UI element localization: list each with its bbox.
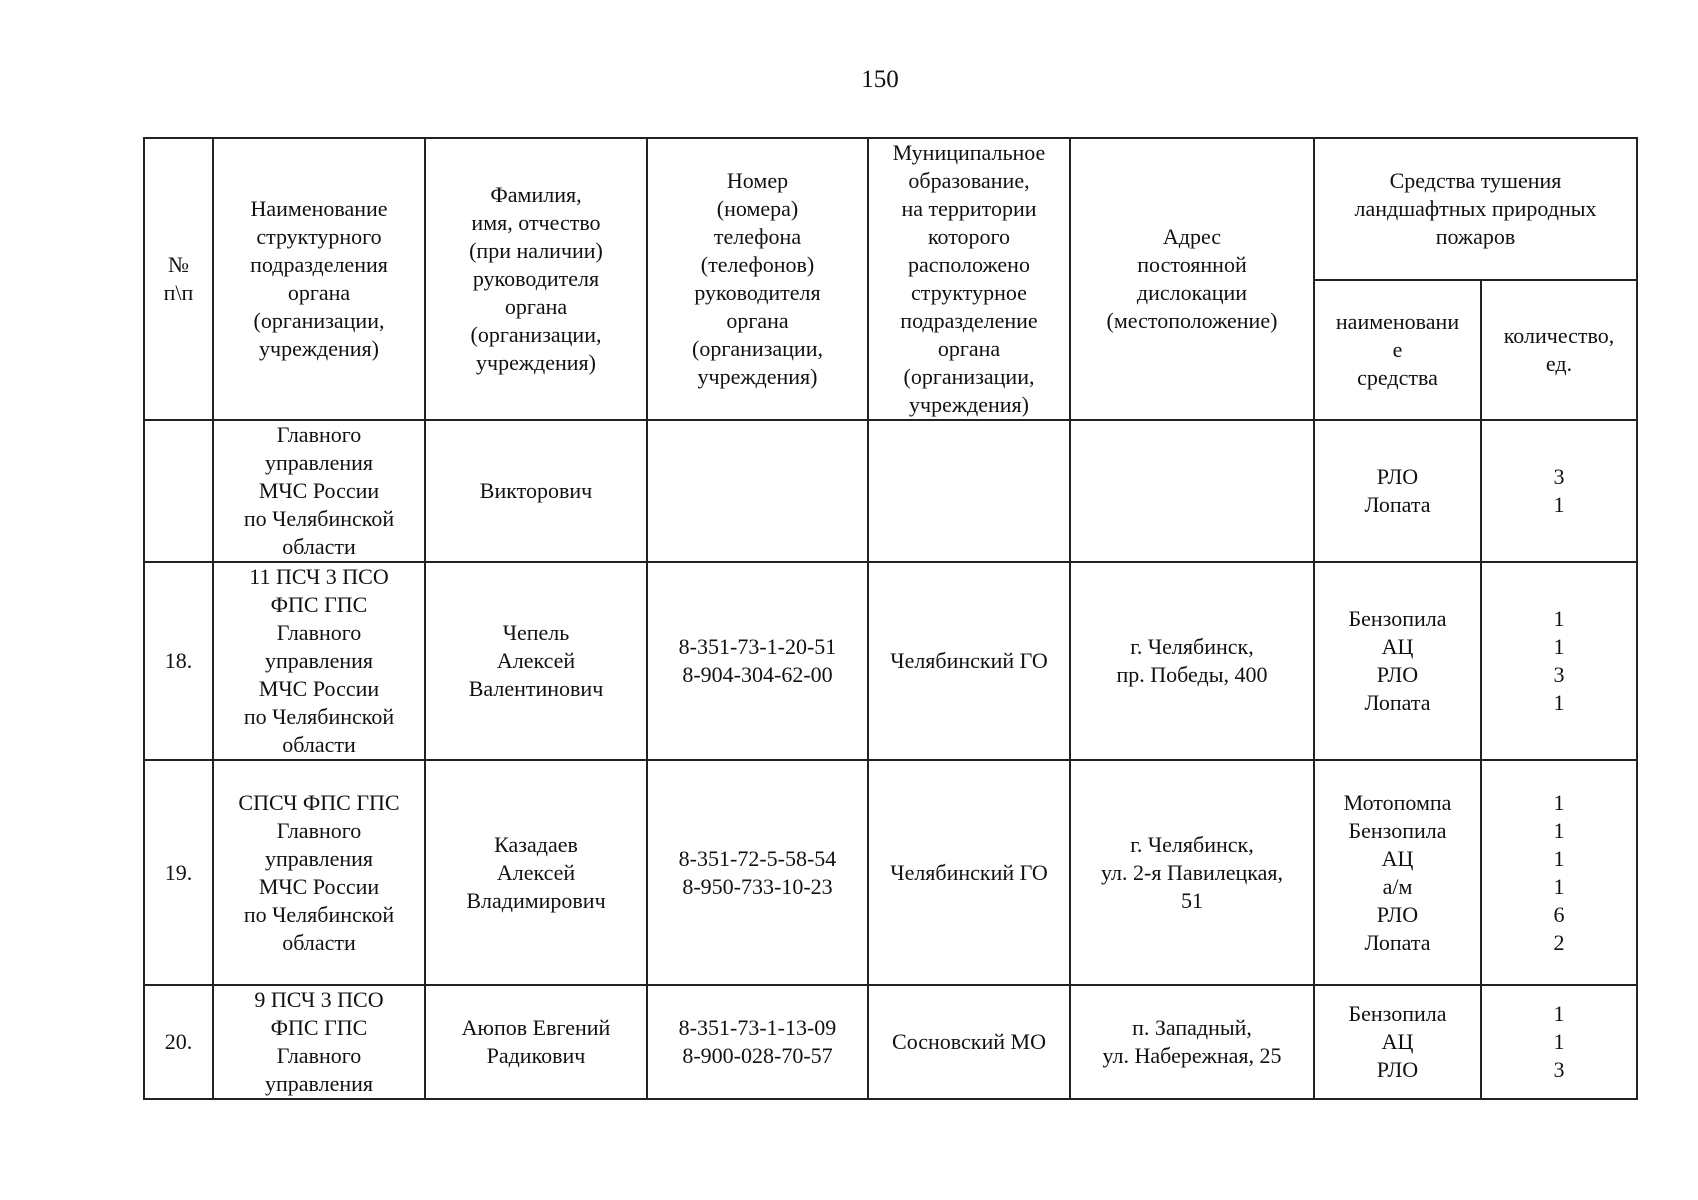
table-row	[144, 562, 1637, 760]
cell-line: Валентинович	[468, 676, 604, 701]
cell-line: подразделение	[900, 308, 1038, 333]
cell-line: (организации,	[903, 364, 1035, 389]
cell-line: 8-351-72-5-58-54	[678, 845, 837, 871]
cell-line: (номера)	[716, 196, 799, 221]
cell-line: 1	[1553, 789, 1565, 815]
row-unit	[213, 985, 425, 1099]
row-head	[425, 985, 647, 1099]
cell-line: дислокации	[1136, 280, 1248, 305]
row-unit	[213, 760, 425, 985]
cell-line: Алексей	[496, 859, 576, 885]
row-means	[1314, 985, 1481, 1099]
page-number: 150	[861, 66, 899, 93]
cell-line: ед.	[1545, 350, 1573, 376]
row-phones	[647, 420, 868, 562]
cell-line: г. Челябинск,	[1130, 634, 1254, 659]
cell-line: Наименование	[250, 196, 388, 221]
header-address	[1070, 138, 1314, 420]
header-municipality	[868, 138, 1070, 420]
cell-line: Аюпов Евгений	[461, 1015, 611, 1040]
row-head	[425, 760, 647, 985]
header-means-qty	[1481, 280, 1637, 421]
cell-line: области	[282, 732, 356, 757]
row-qty	[1481, 420, 1637, 562]
cell-line: ландшафтных природных	[1354, 195, 1597, 221]
cell-line: подразделения	[250, 252, 388, 277]
header-means-group	[1314, 138, 1637, 280]
row-head	[425, 562, 647, 760]
row-phones	[647, 562, 868, 760]
cell-line: (организации,	[253, 308, 385, 333]
row-unit	[213, 420, 425, 562]
row-municipality	[868, 985, 1070, 1099]
cell-line: 6	[1553, 901, 1565, 927]
row-qty	[1481, 562, 1637, 760]
row-qty	[1481, 985, 1637, 1099]
cell-line: (организации,	[470, 322, 602, 347]
cell-line: 19.	[164, 859, 193, 885]
row-municipality	[868, 760, 1070, 985]
row-means	[1314, 562, 1481, 760]
cell-line: управления	[264, 648, 374, 673]
cell-line: 20.	[164, 1029, 193, 1054]
row-municipality	[868, 562, 1070, 760]
table-row	[144, 420, 1637, 562]
cell-line: 11 ПСЧ 3 ПСО	[249, 564, 389, 589]
cell-line: Алексей	[496, 648, 576, 673]
cell-line: п\п	[163, 280, 194, 305]
cell-line: Чепель	[502, 620, 570, 645]
header-row-1	[144, 138, 1637, 280]
cell-line: 3	[1553, 662, 1565, 687]
cell-line: руководителя	[694, 280, 821, 305]
cell-line: №	[168, 252, 189, 277]
cell-line: Казадаев	[494, 831, 578, 857]
cell-line: 2	[1553, 929, 1565, 955]
cell-line: Бензопила	[1348, 606, 1447, 631]
cell-line: ул. 2-я Павилецкая,	[1100, 859, 1284, 885]
cell-line: Главного	[276, 1043, 362, 1068]
header-head-name	[425, 138, 647, 420]
row-municipality	[868, 420, 1070, 562]
cell-line: 8-904-304-62-00	[682, 662, 833, 687]
cell-line: 8-351-73-1-20-51	[678, 634, 837, 659]
cell-line: 8-900-028-70-57	[682, 1043, 833, 1068]
cell-line: РЛО	[1376, 662, 1419, 687]
cell-line: РЛО	[1376, 1057, 1419, 1082]
cell-line: 1	[1553, 690, 1565, 715]
row-unit	[213, 562, 425, 760]
cell-line: МЧС России	[258, 676, 380, 701]
cell-line: органа	[287, 280, 351, 305]
cell-line: управления	[264, 450, 374, 475]
cell-line: постоянной	[1137, 252, 1247, 277]
header-means-name	[1314, 280, 1481, 421]
table-row	[144, 760, 1637, 985]
cell-line: области	[282, 534, 356, 559]
header-unit	[213, 138, 425, 420]
cell-line: 1	[1553, 845, 1565, 871]
cell-line: области	[282, 929, 356, 955]
row-address	[1070, 420, 1314, 562]
cell-line: Фамилия,	[490, 182, 582, 207]
cell-line: руководителя	[472, 266, 600, 291]
cell-line: Бензопила	[1348, 1001, 1447, 1026]
cell-line: на территории	[901, 196, 1037, 221]
cell-line: органа	[937, 336, 1001, 361]
row-address	[1070, 562, 1314, 760]
cell-line: АЦ	[1381, 1029, 1414, 1054]
cell-line: Мотопомпа	[1343, 789, 1452, 815]
cell-line: Бензопила	[1348, 817, 1447, 843]
cell-line: структурное	[911, 280, 1027, 305]
cell-line: (телефонов)	[700, 252, 815, 277]
cell-line: образование,	[908, 168, 1030, 193]
cell-line: органа	[504, 294, 568, 319]
row-head	[425, 420, 647, 562]
cell-line: средства	[1357, 364, 1438, 390]
cell-line: 8-351-73-1-13-09	[678, 1015, 837, 1040]
cell-line: Средства тушения	[1389, 167, 1562, 193]
cell-line: АЦ	[1381, 845, 1414, 871]
row-num	[144, 420, 213, 562]
cell-line: ФПС ГПС	[270, 592, 368, 617]
cell-line: 8-950-733-10-23	[682, 873, 833, 899]
row-num	[144, 985, 213, 1099]
cell-line: органа	[726, 308, 789, 333]
cell-line: СПСЧ ФПС ГПС	[238, 789, 400, 815]
cell-line: Радикович	[486, 1043, 586, 1068]
row-num	[144, 562, 213, 760]
cell-line: расположено	[908, 252, 1030, 277]
cell-line: 1	[1553, 1029, 1565, 1054]
row-address	[1070, 985, 1314, 1099]
cell-line: 1	[1553, 634, 1565, 659]
cell-line: Главного	[276, 422, 362, 447]
row-num	[144, 760, 213, 985]
cell-line: учреждения)	[697, 364, 818, 389]
cell-line: которого	[927, 224, 1011, 249]
row-phones	[647, 760, 868, 985]
cell-line: (местоположение)	[1106, 308, 1278, 333]
cell-line: пр. Победы, 400	[1116, 662, 1268, 687]
cell-line: Лопата	[1364, 492, 1431, 517]
cell-line: Сосновский МО	[892, 1029, 1046, 1054]
cell-line: Челябинский ГО	[890, 859, 1048, 885]
cell-line: телефона	[713, 224, 802, 249]
table-row	[144, 985, 1637, 1099]
cell-line: МЧС России	[258, 873, 380, 899]
cell-line: учреждения)	[259, 336, 379, 361]
row-means	[1314, 420, 1481, 562]
cell-line: Лопата	[1364, 929, 1431, 955]
cell-line: учреждения)	[909, 392, 1029, 417]
cell-line: Лопата	[1364, 690, 1431, 715]
cell-line: 9 ПСЧ 3 ПСО	[254, 987, 384, 1012]
row-means	[1314, 760, 1481, 985]
cell-line: структурного	[256, 224, 382, 249]
cell-line: 51	[1181, 887, 1203, 913]
cell-line: РЛО	[1376, 901, 1419, 927]
cell-line: г. Челябинск,	[1130, 831, 1254, 857]
cell-line: 3	[1553, 464, 1565, 489]
cell-line: 1	[1553, 492, 1565, 517]
cell-line: ФПС ГПС	[270, 1015, 368, 1040]
cell-line: п. Западный,	[1132, 1015, 1252, 1040]
cell-line: 18.	[164, 648, 193, 673]
cell-line: количество,	[1503, 322, 1615, 348]
cell-line: Адрес	[1162, 224, 1222, 249]
row-address	[1070, 760, 1314, 985]
cell-line: наименовани	[1335, 308, 1460, 334]
cell-line: по Челябинской	[243, 901, 395, 927]
cell-line: е	[1392, 336, 1403, 362]
cell-line: АЦ	[1381, 634, 1414, 659]
header-phone	[647, 138, 868, 420]
cell-line: Главного	[276, 620, 362, 645]
cell-line: пожаров	[1435, 223, 1516, 249]
fire-means-table	[143, 137, 1638, 1100]
cell-line: по Челябинской	[243, 704, 395, 729]
cell-line: (при наличии)	[469, 238, 603, 263]
cell-line: Номер	[726, 168, 789, 193]
cell-line: Муниципальное	[892, 140, 1046, 165]
cell-line: (организации,	[692, 336, 823, 361]
row-qty	[1481, 760, 1637, 985]
cell-line: управления	[264, 1071, 374, 1096]
header-num	[144, 138, 213, 420]
cell-line: 3	[1553, 1057, 1565, 1082]
cell-line: учреждения)	[476, 350, 596, 375]
cell-line: Владимирович	[466, 887, 606, 913]
cell-line: 1	[1553, 873, 1565, 899]
cell-line: 1	[1553, 606, 1565, 631]
cell-line: управления	[264, 845, 374, 871]
cell-line: 1	[1553, 1001, 1565, 1026]
cell-line: Викторович	[479, 478, 593, 503]
cell-line: 1	[1553, 817, 1565, 843]
cell-line: имя, отчество	[471, 210, 601, 235]
cell-line: а/м	[1382, 873, 1413, 899]
cell-line: Главного	[276, 817, 362, 843]
cell-line: МЧС России	[258, 478, 380, 503]
cell-line: ул. Набережная, 25	[1102, 1043, 1282, 1068]
row-phones	[647, 985, 868, 1099]
cell-line: по Челябинской	[243, 506, 395, 531]
cell-line: РЛО	[1376, 464, 1419, 489]
cell-line: Челябинский ГО	[890, 648, 1048, 673]
